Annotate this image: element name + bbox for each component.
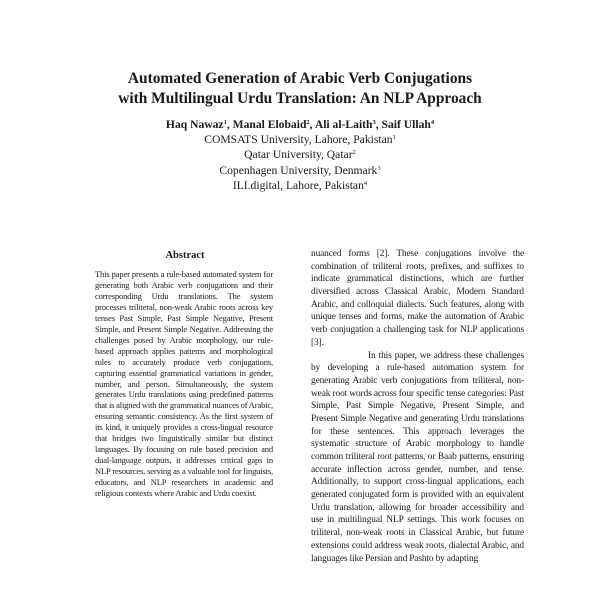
affiliation: Qatar University, Qatar$^2$: [244, 148, 356, 162]
author-affiliation-mark: 4: [430, 119, 435, 126]
paper-title: [40, 69, 560, 109]
affiliation: Copenhagen University, Denmark$^3$: [219, 163, 381, 177]
author-name: Haq Nawaz: [165, 118, 224, 131]
author-affiliation-mark: 2: [306, 119, 310, 126]
author-affiliation-mark: 3: [372, 119, 376, 126]
body-paragraph: nuanced forms [2]. These conjugations involve the combination of triliteral roots, prefixes, and suffixes to indicate grammatical distinctions, which are further diversified across Classical Arabic, Modern Standard Arabic, and colloquial dialects. Such features, along with unique tenses and forms, make the automation of Arabic verb conjugation a challenging task for NLP applications [3].: [311, 249, 524, 348]
abstract-text: This paper presents a rule-based automated system for generating both Arabic verb conjugations and their corresponding Urdu translations. The system processes triliteral, non-weak Arabic roots across key tenses Past Simple, Past Simple Negative, Present Simple, and Present Simple Negative. Addressing the challenges posed by Arabic morphology, our rule-based approach applies patterns and morphological rules to accurately produce verb conjugations, capturing essential grammatical variations in gender, number, and person. Simultaneously, the system generates Urdu translations using predefined patterns that is aligned with the grammatical nuances of Arabic, ensuring semantic consistency. As the first system of its kind, it uniquely provides a cross-lingual resource that bridges two linguistically similar but distinct languages. By focusing on rule based precision and dual-language outputs, it addresses critical gaps in NLP resources, serving as a valuable tool for linguists, educators, and NLP researchers in academic and religious contexts where Arabic and Urdu coexist.: [95, 269, 273, 499]
affiliation: COMSATS University, Lahore, Pakistan$^1$: [204, 133, 396, 146]
abstract-heading: Abstract: [165, 250, 205, 261]
affiliation-list: [100, 132, 500, 193]
author-name: Ali al-Laith: [314, 118, 373, 131]
body-paragraph: In this paper, we address these challenges by developing a rule-based automation system for generating Arabic verb conjugations from triliteral, non-weak root words across four specific tense categories: Past Simple, Past Simple Negative, Present Simple, and Present Simple Negative and generating Urdu translations for these sentences. This approach leverages the systematic structure of Arabic morphology to handle common triliteral root patterns, or Baab patterns, ensuring accurate inflection across gender, number, and tense. Additionally, to support cross-lingual applications, each generated conjugated form is provided with an equivalent Urdu translation, allowing for broader accessibility and use in multilingual NLP settings. This work focuses on triliteral, non-weak roots in Classical Arabic, but future extensions could address weak roots, dialectal Arabic, and languages like Persian and Pashto by adapting: [311, 350, 524, 564]
affiliation: ILI.digital, Lahore, Pakistan$^4$: [232, 178, 368, 192]
author-affiliation-mark: 1: [223, 119, 227, 126]
author-list: Haq Nawaz$^1$, Manal Elobaid$^2$, Ali al-Laith$^3$, Saif Ullah$^4$: [165, 118, 435, 131]
author-name: Manal Elobaid: [232, 118, 307, 131]
title-line-2: with Multilingual Urdu Translation: An NLP Approach: [118, 90, 482, 107]
title-line-1: Automated Generation of Arabic Verb Conjugations: [127, 70, 473, 87]
body-column: [311, 248, 524, 565]
author-name: Saif Ullah: [381, 118, 431, 131]
